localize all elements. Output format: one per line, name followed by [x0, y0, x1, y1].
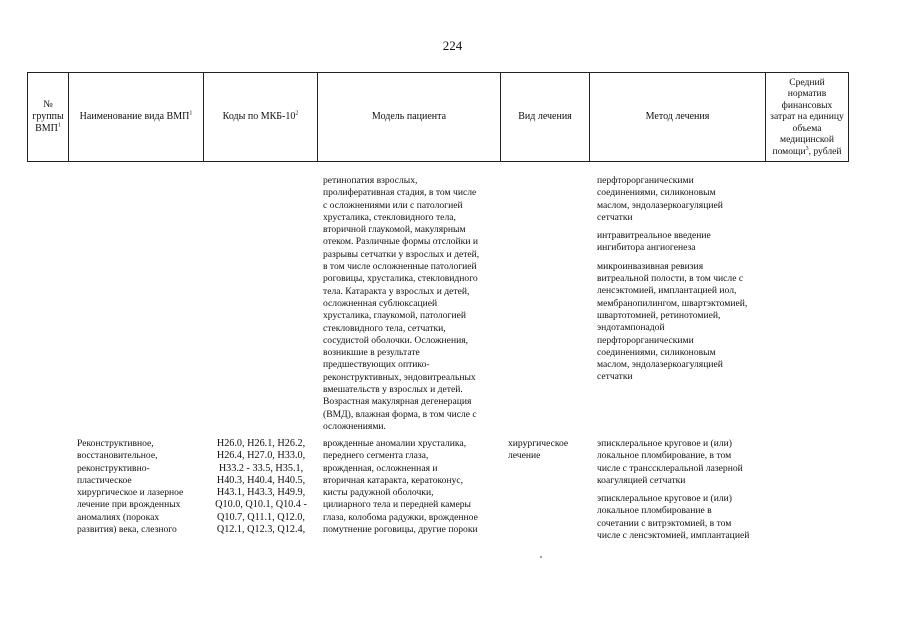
method-item: эписклеральное круговое и (или) локальное пломбирование, в том числе с транссклеральной лазерной коагуляцией сетчатки [597, 438, 743, 486]
method-item: эписклеральное круговое и (или) локальное пломбирование в сочетании с витрэктомией, в том числе с ленсэктомией, имплантацией [597, 493, 750, 542]
header-average-cost: Средний норматив финансовых затрат на единицу объема медицинской помощи$^3$, рублей [770, 76, 844, 157]
header-vmp-name: Наименование вида ВМП$^1$ [79, 110, 193, 122]
row2-treatment-type: хирургическое лечение [508, 438, 569, 462]
header-group-number: № группы ВМП$^1$ [32, 99, 64, 134]
row2-icd-codes: H26.0, H26.1, H26.2, H26.4, H27.0, H33.0, H33.2 - 33.5, H35.1, H40.3, H40.4, H40.5, H43.1, H43.3, H49.9, Q10.0, Q10.1, Q10.4 - Q10.7, Q11.1, Q12.0, Q12.1, Q12.3, Q12.4, [215, 438, 307, 536]
table-header-bottom-border [27, 161, 849, 162]
header-icd-codes: Коды по МКБ-$10^2$ [222, 110, 299, 122]
row1-treatment-method [597, 175, 767, 384]
row1-patient-model: ретинопатия взрослых, пролиферативная стадия, в том числе с осложнениями или с патологией хрусталика, стекловидного тела, вторичной глаукомой, макулярным отеком. Различные формы отслойки и разрывы сетчатки у взрослых и детей, в том числе осложненные патологией роговицы, хрусталика, стекловидного тела. Катаракта у взрослых и детей, осложненная сублюксацией хрусталика, глаукомой, патологией стекловидного тела, сетчатки, сосудистой оболочки. Осложнения, возникшие в результате предшествующих оптико- реконструктивных, эндовитреальных вмешательств у взрослых и детей. Возрастная макулярная дегенерация (ВМД), влажная форма, в том числе с осложнениями. [323, 175, 480, 432]
method-item: интравитреальное введение ингибитора ангиогенеза [597, 230, 711, 254]
header-divider [848, 72, 849, 162]
header-patient-model: Модель пациента [371, 111, 447, 122]
row2-patient-model: врожденные аномалии хрусталика, переднего сегмента глаза, врожденная, осложненная и вторичная катаракта, кератоконус, кисты радужной оболочки, цилиарного тела и передней камеры глаза, колобома радужки, врожденное помутнение роговицы, другие пороки [323, 438, 478, 536]
scan-speck [540, 556, 542, 558]
header-treatment-type: Вид лечения [518, 111, 572, 122]
row2-vmp-name: Реконструктивное, восстановительное, реконструктивно- пластическое хирургическое и лазерное лечение при врожденных аномалиях (пороках развития) века, слезного [77, 438, 184, 536]
header-treatment-method: Метод лечения [645, 111, 710, 122]
method-item: микроинвазивная ревизия витреальной полости, в том числе с ленсэктомией, имплантацией иол, мембранопилингом, швартэктомией, швартотомией, ретинотомией, эндотампонадой перфторорганическими соединениями, силиконовым маслом, эндолазеркоагуляцией сетчатки [597, 260, 748, 383]
method-item: перфторорганическими соединениями, силиконовым маслом, эндолазеркоагуляцией сетчатки [597, 175, 723, 223]
row2-treatment-method [597, 438, 767, 542]
page-number: 224 [442, 38, 463, 53]
